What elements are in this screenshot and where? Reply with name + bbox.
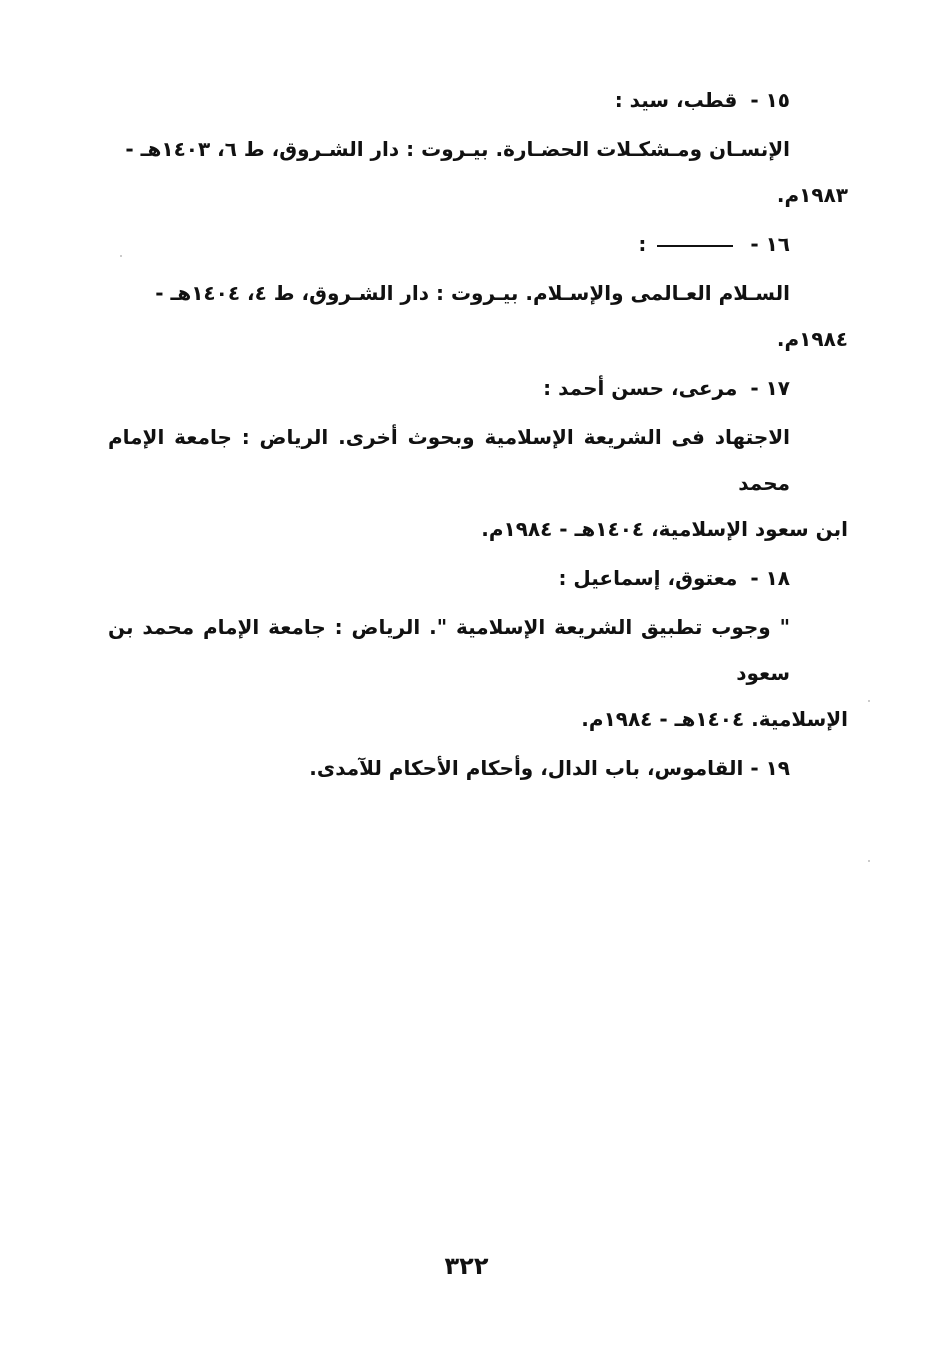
entry-author: : — [638, 232, 647, 256]
entry-citation — [108, 270, 848, 362]
bibliography-entry-16 — [108, 222, 848, 362]
entry-heading — [108, 556, 848, 600]
entry-author: قطب، سيد : — [614, 88, 738, 112]
entry-heading — [108, 366, 848, 410]
citation-line-2: ١٩٨٣م. — [776, 183, 848, 207]
entry-citation — [108, 414, 848, 552]
entry-author: معتوق، إسماعيل : — [558, 566, 738, 590]
entry-number: ١٦ - — [750, 232, 790, 256]
scan-speck — [868, 700, 870, 702]
entry-heading — [108, 222, 848, 266]
entry-citation — [108, 126, 848, 218]
scan-speck — [120, 255, 122, 257]
bibliography-list — [108, 78, 848, 790]
entry-citation — [108, 604, 848, 742]
citation-line-2: ١٩٨٤م. — [776, 327, 848, 351]
bibliography-entry-15 — [108, 78, 848, 218]
entry-heading — [108, 78, 848, 122]
repeated-author-dash — [657, 245, 733, 247]
page-number: ٣٢٢ — [444, 1252, 489, 1280]
entry-number: ١٥ - — [750, 88, 790, 112]
bibliography-entry-19 — [108, 746, 848, 790]
bibliography-entry-18 — [108, 556, 848, 742]
citation-line-1: السـلام العـالمى والإسـلام. بيـروت : دار الشـروق، ط ٤، ١٤٠٤هـ - — [155, 281, 790, 305]
entry-number: ١٩ - — [750, 756, 790, 780]
entry-number: ١٧ - — [750, 376, 790, 400]
citation-line-1: الاجتهاد فى الشريعة الإسلامية وبحوث أخرى. الرياض : جامعة الإمام محمد — [108, 425, 790, 495]
scan-speck — [868, 860, 870, 862]
citation-line-1: " وجوب تطبيق الشريعة الإسلامية ". الرياض : جامعة الإمام محمد بن سعود — [108, 615, 790, 685]
entry-author: مرعى، حسن أحمد : — [543, 376, 738, 400]
citation-line-1: الإنسـان ومـشكـلات الحضـارة. بيـروت : دار الشـروق، ط ٦، ١٤٠٣هـ - — [125, 137, 790, 161]
bibliography-entry-17 — [108, 366, 848, 552]
entry-number: ١٨ - — [750, 566, 790, 590]
entry-text: القاموس، باب الدال، وأحكام الأحكام للآمدى. — [309, 756, 744, 780]
citation-line-2: الإسلامية. ١٤٠٤هـ - ١٩٨٤م. — [581, 707, 848, 731]
citation-line-2: ابن سعود الإسلامية، ١٤٠٤هـ - ١٩٨٤م. — [481, 517, 848, 541]
entry-single-line — [108, 746, 848, 790]
